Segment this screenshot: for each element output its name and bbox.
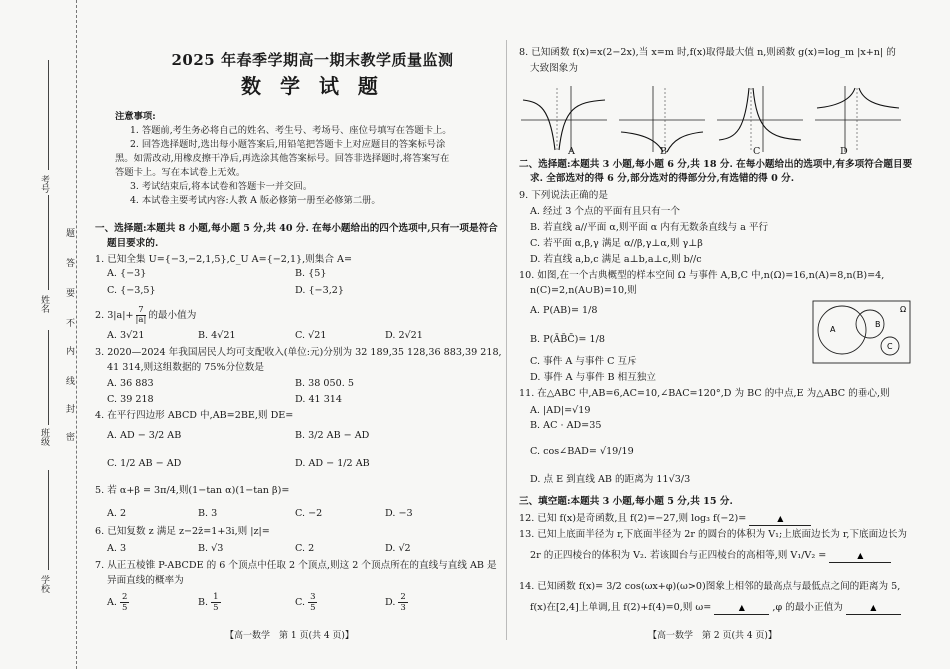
q8-graph-d: [815, 86, 901, 152]
q6-option-d: D. √2: [385, 543, 411, 554]
q4-option-d: D. AD − 1/2 AB: [295, 458, 370, 469]
q1-option-c: C. {−3,5}: [107, 285, 156, 296]
q9-option-a: A. 经过 3 个点的平面有且只有一个: [530, 206, 680, 217]
venn-label-c: C: [887, 342, 893, 351]
q10-stem-cont: n(C)=2,n(A∪B)=10,则: [530, 285, 637, 296]
q7-option-b-label: B.: [198, 596, 209, 608]
q10-venn-diagram: [812, 300, 912, 365]
exam-number-line: [48, 60, 49, 170]
q3-option-b: B. 38 050. 5: [295, 378, 354, 389]
blank-marker-icon: ▲: [870, 603, 877, 612]
exam-title: 2025 年春季学期高一期末教学质量监测: [171, 51, 454, 69]
notes-line: 答题卡上。写在本试卷上无效。: [115, 167, 246, 178]
notes-line: 1. 答题前,考生务必将自己的姓名、考生号、考场号、座位号填写在答题卡上。: [130, 125, 452, 136]
q11-option-b: B. AC · AD=35: [530, 420, 602, 431]
q13-answer-blank[interactable]: [829, 550, 891, 563]
q9-option-b: B. 若直线 a//平面 α,则平面 α 内有无数条直线与 a 平行: [530, 222, 769, 233]
q7-option-c-label: C.: [295, 596, 306, 608]
q7-option-b: [198, 592, 221, 613]
q7-option-d-fraction: [398, 592, 407, 613]
q8-graph-c: [717, 86, 803, 152]
q2-stem-pre: 2. 3|a|+: [95, 309, 134, 321]
q8-label-b: B: [660, 146, 668, 157]
q7-option-b-den: 5: [213, 603, 219, 613]
q12-stem: [519, 513, 811, 526]
q8-graph-a: [521, 86, 607, 152]
q7-option-b-num: 1: [213, 592, 219, 602]
blank-marker-icon: ▲: [857, 551, 864, 560]
q13-text: 2r 的正四棱台的体积为 V₂. 若该圆台与正四棱台的高相等,则 V₁/V₂ =: [530, 550, 827, 561]
q2-fraction-num: 7: [138, 305, 144, 315]
q7-option-a-num: 2: [121, 592, 128, 602]
q7-option-c-fraction: [308, 592, 317, 613]
q2-stem: [95, 306, 196, 325]
q5-option-d: D. −3: [385, 508, 413, 519]
page-footer-2: 【高一数学 第 2 页(共 4 页)】: [648, 631, 777, 641]
seal-char: 密: [64, 432, 74, 441]
q11-option-d: D. 点 E 到直线 AB 的距离为 11√3/3: [530, 474, 691, 485]
q7-option-d-den: 3: [400, 603, 406, 613]
page-footer-1: 【高一数学 第 1 页(共 4 页)】: [225, 631, 354, 641]
part1-heading-cont: 题目要求的.: [107, 238, 159, 249]
exam-subject: 数 学 试 题: [241, 74, 384, 98]
q10-stem: 10. 如图,在一个古典概型的样本空间 Ω 与事件 A,B,C 中,n(Ω)=16,n(A)=8,n(B)=4,: [519, 270, 885, 281]
q14-phi-blank[interactable]: [846, 602, 901, 615]
q7-option-d-label: D.: [385, 596, 396, 608]
q7-option-c-den: 5: [310, 603, 316, 613]
school-label: 学校: [39, 575, 49, 593]
q4-option-c: C. 1/2 AB − AD: [107, 458, 182, 469]
q2-option-b: B. 4√21: [198, 330, 236, 341]
blank-marker-icon: ▲: [738, 603, 745, 612]
q11-option-a: A. |AD|=√19: [530, 405, 591, 416]
name-line: [48, 195, 49, 290]
name-label: 姓名: [39, 295, 49, 313]
seal-char: 内: [64, 346, 74, 355]
q5-stem: 5. 若 α+β = 3π/4,则(1−tan α)(1−tan β)=: [95, 485, 290, 496]
seal-char: 答: [64, 258, 74, 267]
seal-char: 封: [64, 404, 74, 413]
class-label: 班级: [39, 428, 49, 446]
q6-option-b: B. √3: [198, 543, 224, 554]
q11-option-c: C. cos∠BAD= √19/19: [530, 446, 634, 457]
seal-char: 线: [64, 376, 74, 385]
q8-stem: 8. 已知函数 f(x)=x(2−2x),当 x=m 时,f(x)取得最大值 n,则函数 g(x)=log_m |x+n| 的: [519, 47, 896, 58]
q6-option-c: C. 2: [295, 543, 315, 554]
q10-option-d: D. 事件 A 与事件 B 相互独立: [530, 372, 656, 383]
q14-text-2: ,φ 的最小正值为: [772, 602, 843, 613]
notes-line: 3. 考试结束后,将本试卷和答题卡一并交回。: [130, 181, 313, 192]
q13-stem: 13. 已知上底面半径为 r,下底面半径为 2r 的圆台的体积为 V₁;上底面边长为 r,下底面边长为: [519, 529, 908, 540]
venn-label-a: A: [830, 325, 836, 334]
venn-label-b: B: [875, 320, 881, 329]
q1-option-b: B. {5}: [295, 268, 327, 279]
q7-option-c-num: 3: [310, 592, 316, 602]
q7-option-d: [385, 592, 408, 613]
seal-char: 题: [64, 228, 74, 237]
q10-option-a: A. P(AB)= 1/8: [530, 305, 598, 316]
q8-stem-cont: 大致图象为: [530, 63, 578, 74]
q3-option-c: C. 39 218: [107, 394, 154, 405]
school-line: [48, 470, 49, 570]
q7-option-a-label: A.: [107, 596, 117, 608]
seal-char: 要: [64, 288, 74, 297]
q1-option-a: A. {−3}: [107, 268, 147, 279]
q2-fraction-den: |a|: [135, 315, 147, 325]
q3-option-d: D. 41 314: [295, 394, 343, 405]
q7-stem: 7. 从正五棱锥 P-ABCDE 的 6 个顶点中任取 2 个顶点,则这 2 个顶点所在的直线与直线 AB 是: [95, 560, 497, 571]
q4-stem: 4. 在平行四边形 ABCD 中,AB=2BE,则 DE=: [95, 410, 294, 421]
blank-marker-icon: ▲: [777, 514, 784, 523]
q8-label-c: C: [753, 146, 761, 157]
exam-number-label: 考号: [39, 175, 49, 193]
q12-answer-blank[interactable]: [749, 513, 811, 526]
q10-option-b: B. P(ĀB̄C̄)= 1/8: [530, 334, 605, 345]
q1-option-d: D. {−3,2}: [295, 285, 344, 296]
q5-option-b: B. 3: [198, 508, 218, 519]
q5-option-c: C. −2: [295, 508, 323, 519]
q3-stem-cont: 41 314,则这组数据的 75%分位数是: [107, 362, 264, 373]
q4-option-a: A. AD − 3/2 AB: [107, 430, 182, 441]
q7-option-a: [107, 592, 129, 613]
q9-stem: 9. 下列说法正确的是: [519, 190, 608, 201]
q7-option-d-num: 2: [400, 592, 406, 602]
q7-option-a-den: 5: [121, 603, 128, 613]
part2-heading: 二、选择题:本题共 3 小题,每小题 6 分,共 18 分. 在每小题给出的选项中,有多项符合题目要: [519, 159, 913, 170]
q7-option-c: [295, 592, 317, 613]
q7-option-a-fraction: [120, 592, 129, 613]
q3-stem: 3. 2020—2024 年我国居民人均可支配收入(单位:元)分别为 32 189,35 128,36 883,39 218,: [95, 347, 502, 358]
q8-graph-b: [619, 86, 705, 152]
part2-heading-cont: 求. 全部选对的得 6 分,部分选对的得部分分,有选错的得 0 分.: [530, 173, 795, 184]
q10-option-c: C. 事件 A 与事件 C 互斥: [530, 356, 637, 367]
part3-heading: 三、填空题:本题共 3 小题,每小题 5 分,共 15 分.: [519, 496, 733, 507]
q12-text: 12. 已知 f(x)是奇函数,且 f(2)=−27,则 log₃ f(−2)=: [519, 513, 747, 524]
q14-text: f(x)在[2,4]上单调,且 f(2)+f(4)=0,则 ω=: [530, 602, 712, 613]
q1-stem: 1. 已知全集 U={−3,−2,1,5},∁_U A={−2,1},则集合 A=: [95, 254, 353, 265]
q14-stem-cont: [530, 602, 901, 615]
q4-option-b: B. 3/2 AB − AD: [295, 430, 370, 441]
class-line: [48, 330, 49, 425]
seal-char: 不: [64, 318, 74, 327]
notes-line: 4. 本试卷主要考试内容:人教 A 版必修第一册至必修第二册。: [130, 195, 381, 206]
q3-option-a: A. 36 883: [107, 378, 154, 389]
binding-strip: [0, 0, 100, 669]
venn-label-omega: Ω: [900, 305, 907, 314]
q2-fraction: [136, 306, 147, 325]
q8-label-d: D: [840, 146, 848, 157]
q9-option-c: C. 若平面 α,β,γ 满足 α//β,γ⊥α,则 γ⊥β: [530, 238, 703, 249]
notes-line: 2. 回答选择题时,选出每小题答案后,用铅笔把答题卡上对应题目的答案标号涂: [130, 139, 446, 150]
q7-option-b-fraction: [211, 592, 220, 613]
q2-option-a: A. 3√21: [107, 330, 145, 341]
part1-heading: 一、选择题:本题共 8 小题,每小题 5 分,共 40 分. 在每小题给出的四个选项中,只有一项是符合: [95, 223, 498, 234]
q11-stem: 11. 在△ABC 中,AB=6,AC=10,∠BAC=120°,D 为 BC 的中点,E 为△ABC 的垂心,则: [519, 388, 890, 399]
q6-stem: 6. 已知复数 z 满足 z−2z̄=1+3i,则 |z|=: [95, 526, 270, 537]
q13-stem-cont: [530, 550, 891, 563]
column-divider: [506, 40, 507, 640]
q14-omega-blank[interactable]: [714, 602, 769, 615]
q6-option-a: A. 3: [107, 543, 127, 554]
dashed-fold-line: [76, 0, 77, 669]
notes-line: 黑。如需改动,用橡皮擦干净后,再选涂其他答案标号。回答非选择题时,将答案写在: [115, 153, 450, 164]
q5-option-a: A. 2: [107, 508, 127, 519]
q9-option-d: D. 若直线 a,b,c 满足 a⊥b,a⊥c,则 b//c: [530, 254, 702, 265]
q2-stem-post: 的最小值为: [148, 309, 197, 321]
q14-stem: 14. 已知函数 f(x)= 3/2 cos(ωx+φ)(ω>0)图象上相邻的最高点与最低点之间的距离为 5,: [519, 581, 901, 592]
q2-option-c: C. √21: [295, 330, 327, 341]
q2-option-d: D. 2√21: [385, 330, 423, 341]
q7-stem-cont: 异面直线的概率为: [107, 575, 184, 586]
notes-heading: 注意事项:: [115, 111, 156, 122]
q8-label-a: A: [568, 146, 575, 157]
